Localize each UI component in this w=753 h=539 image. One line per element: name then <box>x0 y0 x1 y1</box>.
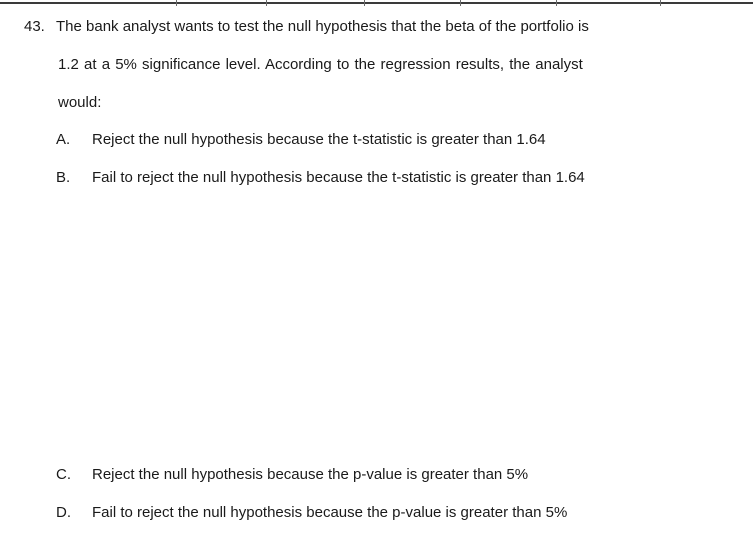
column-separator <box>460 0 461 6</box>
option-letter: A. <box>56 131 71 148</box>
question-text-line-1: The bank analyst wants to test the null hypothesis that the beta of the portfolio is <box>56 18 589 35</box>
option-letter: B. <box>56 169 71 186</box>
column-separator <box>364 0 365 6</box>
column-separator <box>176 0 177 6</box>
option-text: Reject the null hypothesis because the t-statistic is greater than 1.64 <box>92 131 546 148</box>
option-letter: D. <box>56 504 71 521</box>
option-text: Reject the null hypothesis because the p-value is greater than 5% <box>92 466 529 483</box>
option-letter: C. <box>56 466 71 483</box>
column-separator <box>266 0 267 6</box>
question-text-line-2: 1.2 at a 5% significance level. According to the regression results, the analyst <box>58 56 583 73</box>
divider-line <box>0 2 753 4</box>
column-separator <box>660 0 661 6</box>
option-text: Fail to reject the null hypothesis because the t-statistic is greater than 1.64 <box>92 169 585 186</box>
question-number: 43. <box>24 18 45 35</box>
option-text: Fail to reject the null hypothesis because the p-value is greater than 5% <box>92 504 568 521</box>
table-bottom-border <box>0 0 753 6</box>
question-text-line-3: would: <box>58 94 102 111</box>
column-separator <box>556 0 557 6</box>
